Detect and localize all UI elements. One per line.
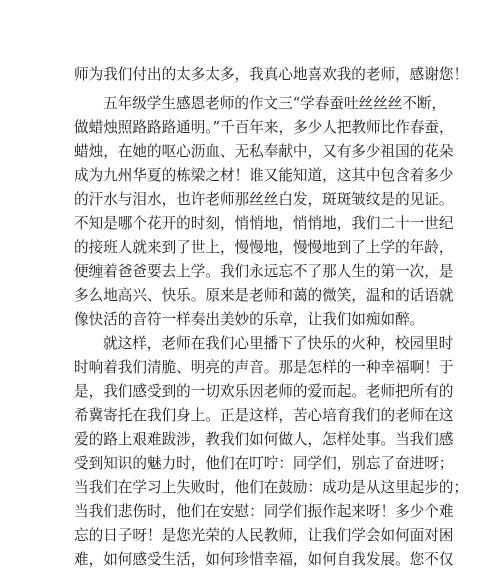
text-line: 是，我们感受到的一切欢乐因老师的爱而起。老师把所有的: [74, 383, 454, 400]
text-line: 便缠着爸爸要去上学。我们永远忘不了那人生的第一次，是: [74, 263, 454, 280]
text-line: 受到知识的魅力时，他们在叮咛：同学们，别忘了奋进呀；: [74, 455, 454, 472]
text-line: 的接班人就来到了世上，慢慢地，慢慢地到了上学的年龄，: [74, 239, 454, 256]
text-line: 不知是哪个花开的时刻，悄悄地，悄悄地，我们二十一世纪: [74, 215, 454, 232]
text-line: 多么地高兴、快乐。原来是老师和蔼的微笑，温和的话语就: [74, 287, 454, 304]
text-line: 难，如何感受生活，如何珍惜幸福，如何自我发展。您不仅: [74, 551, 454, 568]
text-line: 爱的路上艰难跋涉，教我们如何做人，怎样处事。当我们感: [74, 431, 454, 448]
text-line: 忘的日子呀！是您光荣的人民教师，让我们学会如何面对困: [74, 527, 454, 544]
text-line: 时响着我们清脆、明亮的声音。那是怎样的一种幸福啊！于: [74, 359, 454, 376]
text-line: 像快活的音符一样奏出美妙的乐章，让我们如痴如醉。: [74, 311, 425, 328]
text-line: 做蜡烛照路路路通明。”千百年来，多少人把教师比作春蚕，: [74, 119, 454, 136]
text-line: 成为九州华夏的栋梁之材！谁又能知道，这其中包含着多少: [74, 167, 454, 184]
text-line: 当我们悲伤时，他们在安慰：同学们振作起来呀！多少个难: [74, 503, 454, 520]
text-line: 蜡烛，在她的呕心沥血、无私奉献中，又有多少祖国的花朵: [74, 143, 454, 160]
paragraph-first-line: 就这样，老师在我们心里播下了快乐的火种，校园里时: [103, 335, 454, 352]
text-line: 当我们在学习上失败时，他们在鼓励：成功是从这里起步的；: [74, 479, 469, 496]
paragraph-first-line: 五年级学生感恩老师的作文三“学春蚕吐丝丝丝不断，: [103, 95, 447, 112]
text-line: 师为我们付出的太多太多，我真心地喜欢我的老师，感谢您！: [74, 66, 469, 83]
text-line: 希冀寄托在我们身上。正是这样，苦心培育我们的老师在这: [74, 407, 454, 424]
text-line: 的汗水与泪水，也许老师那丝丝白发，斑斑皱纹是的见证。: [74, 191, 454, 208]
